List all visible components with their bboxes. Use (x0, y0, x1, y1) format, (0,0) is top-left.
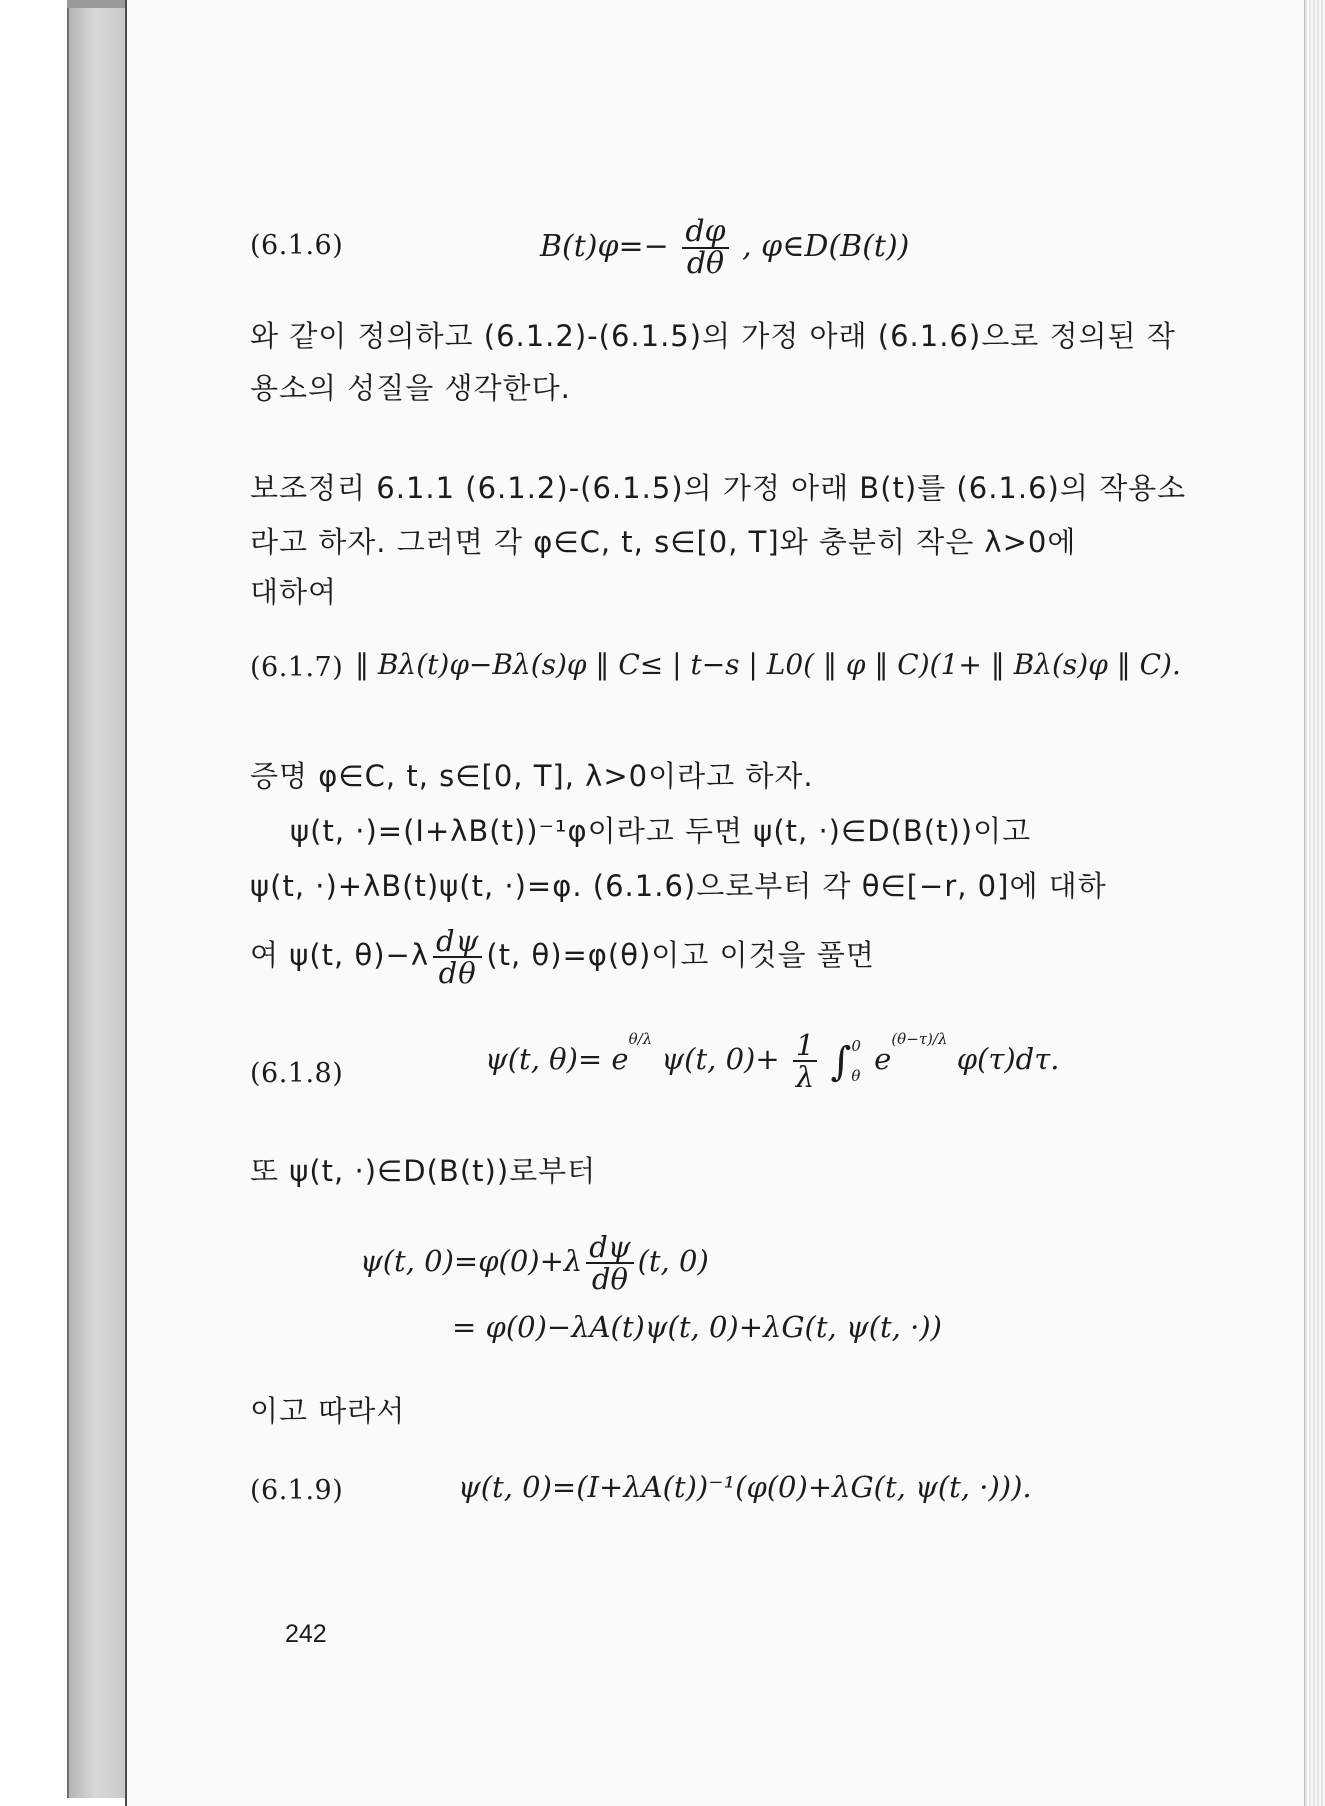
fraction-numerator: 1 (793, 1030, 817, 1062)
equation-6-1-7: ‖ Bλ(t)φ−Bλ(s)φ ‖ C≤ | t−s | L0( ‖ φ ‖ C)(1+ ‖ Bλ(s)φ ‖ C). (355, 648, 1181, 681)
equation-6-1-6-lhs: B(t)φ=− (540, 229, 669, 264)
lemma-line-2: 라고 하자. 그러면 각 φ∈C, t, s∈[0, T]와 충분히 작은 λ>0에 (250, 525, 1077, 559)
proof-line-4 (250, 925, 875, 988)
equation-6-1-9: ψ(t, 0)=(I+λA(t))⁻¹(φ(0)+λG(t, ψ(t, ·))). (458, 1470, 1032, 1504)
proof-line-3: ψ(t, ·)+λB(t)ψ(t, ·)=φ. (6.1.6)으로부터 각 θ∈[−r, 0]에 대하 (250, 869, 1107, 903)
equation-number-6-1-6: (6.1.6) (250, 230, 344, 261)
paragraph-1-line-2: 용소의 성질을 생각한다. (250, 371, 571, 405)
exponent-theta-minus-tau-over-lambda: (θ−τ)/λ (891, 1030, 948, 1049)
page-stack-edge (1304, 0, 1325, 1806)
equation-6-1-8-tail: φ(τ)dτ. (956, 1042, 1060, 1076)
page-number: 242 (285, 1620, 327, 1648)
integral-lower-limit: θ (851, 1067, 861, 1085)
equation-6-1-6-rhs: , φ∈D(B(t)) (742, 229, 910, 264)
proof-line-4-suffix: (t, θ)=φ(θ)이고 이것을 풀면 (486, 938, 875, 972)
lemma-line-3: 대하여 (250, 575, 338, 609)
equation-number-6-1-8: (6.1.8) (250, 1058, 344, 1089)
equation-number-6-1-7: (6.1.7) (250, 652, 344, 683)
fraction-dphi-dtheta (682, 214, 728, 281)
equation-unnumbered-line-1 (360, 1232, 709, 1294)
equation-6-1-8 (485, 1030, 1060, 1092)
therefore-line: 이고 따라서 (250, 1394, 406, 1428)
equation-unnumbered-line-1-post: (t, 0) (637, 1244, 709, 1278)
paragraph-1-line-1: 와 같이 정의하고 (6.1.2)-(6.1.5)의 가정 아래 (6.1.6)으로 정의된 작 (250, 319, 1176, 353)
integral-upper-limit: 0 (851, 1037, 861, 1055)
fraction-denominator: λ (795, 1060, 815, 1094)
fraction-dpsi-dtheta (433, 926, 482, 988)
integrand-e: e (874, 1042, 892, 1076)
fraction-dpsi-dtheta-2 (586, 1232, 633, 1294)
fraction-numerator: dφ (682, 217, 728, 249)
book-side-edge (67, 8, 127, 1798)
integral-sign: ∫ (830, 1039, 852, 1085)
fraction-numerator: dψ (433, 926, 482, 958)
equation-6-1-6 (540, 214, 910, 281)
equation-unnumbered-line-2: = φ(0)−λA(t)ψ(t, 0)+λG(t, ψ(t, ·)) (452, 1310, 942, 1344)
equation-6-1-8-mid: ψ(t, 0)+ (661, 1042, 780, 1076)
proof-line-2: ψ(t, ·)=(I+λB(t))⁻¹φ이라고 두면 ψ(t, ·)∈D(B(t))이고 (290, 814, 1032, 848)
exponent-theta-over-lambda: θ/λ (628, 1030, 653, 1049)
also-line: 또 ψ(t, ·)∈D(B(t))로부터 (250, 1154, 597, 1188)
fraction-denominator: dθ (591, 1262, 628, 1296)
equation-number-6-1-9: (6.1.9) (250, 1475, 344, 1506)
fraction-numerator: dψ (586, 1232, 633, 1264)
equation-unnumbered-line-1-pre: ψ(t, 0)=φ(0)+λ (360, 1244, 583, 1278)
proof-line-4-prefix: 여 ψ(t, θ)−λ (250, 938, 430, 972)
lemma-line-1: 보조정리 6.1.1 (6.1.2)-(6.1.5)의 가정 아래 B(t)를 (6.1.6)의 작용소 (250, 471, 1187, 505)
fraction-denominator: dθ (686, 246, 725, 281)
equation-6-1-8-lhs: ψ(t, θ)= e (485, 1042, 629, 1076)
proof-line-1: 증명 φ∈C, t, s∈[0, T], λ>0이라고 하자. (250, 759, 814, 793)
fraction-one-over-lambda (793, 1030, 817, 1092)
fraction-denominator: dθ (438, 956, 477, 990)
integral-limits (851, 1031, 861, 1091)
